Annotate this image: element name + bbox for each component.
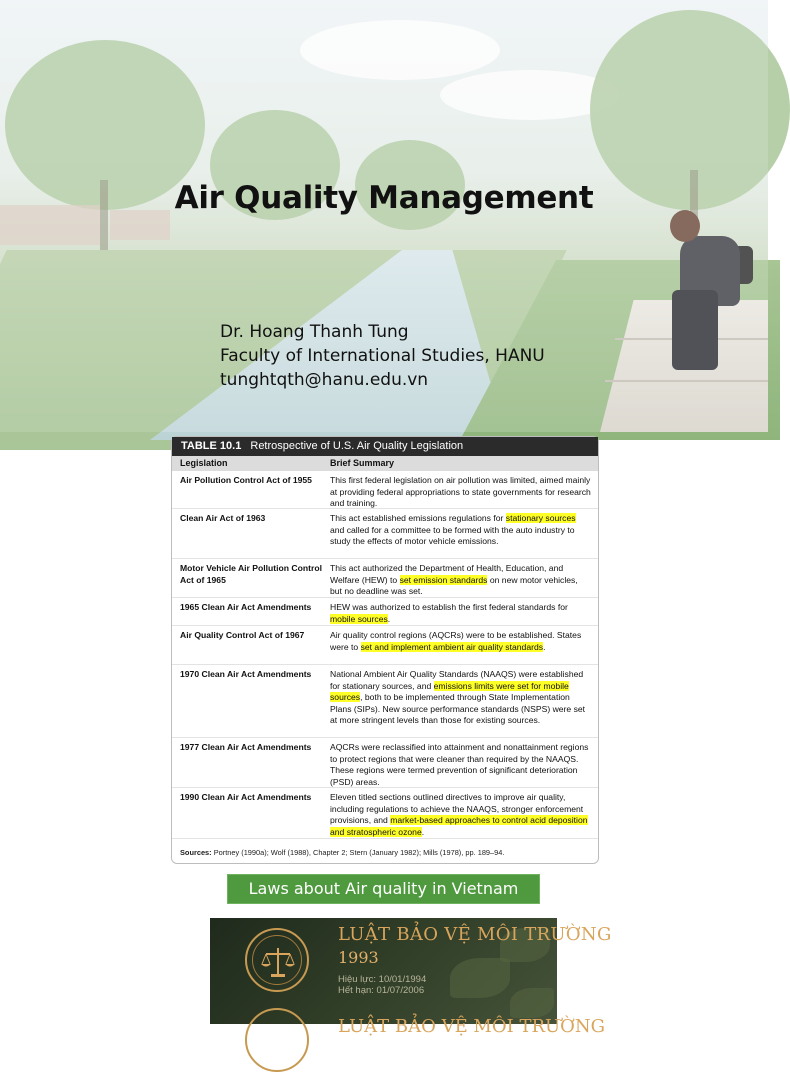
- column-header-summary: Brief Summary: [330, 458, 395, 468]
- table-caption: Retrospective of U.S. Air Quality Legislation: [250, 440, 464, 452]
- laws-banner: Laws about Air quality in Vietnam: [227, 874, 540, 904]
- table-row: [172, 788, 598, 839]
- author-name: Dr. Hoang Thanh Tung: [220, 322, 409, 342]
- summary-cell: [330, 669, 592, 727]
- summary-text: National Ambient Air Quality Standards (NAAQS) were established for stationary sources, and: [330, 669, 584, 691]
- table-row: [172, 598, 598, 626]
- table-header: [172, 437, 598, 456]
- highlighted-text: set emission standards: [399, 574, 488, 585]
- table-number: TABLE 10.1: [181, 440, 242, 452]
- summary-cell: [330, 513, 592, 548]
- legislation-cell: 1965 Clean Air Act Amendments: [180, 602, 312, 612]
- table-row: [172, 665, 598, 738]
- legislation-table: [171, 436, 599, 864]
- summary-text: This first federal legislation on air pollution was limited, aimed mainly at providing federal appropriations to state governments for research and training.: [330, 475, 591, 509]
- law-title-next: LUẬT BẢO VỆ MÔI TRƯỜNG: [338, 1016, 606, 1037]
- summary-text: This act established emissions regulations for: [330, 513, 506, 523]
- column-headers: [172, 456, 598, 471]
- legislation-cell: Motor Vehicle Air Pollution Control Act of 1965: [180, 563, 322, 585]
- leaf-shape: [450, 958, 510, 998]
- legislation-cell: Air Pollution Control Act of 1955: [180, 475, 312, 485]
- summary-cell: [330, 630, 592, 653]
- summary-text: .: [543, 641, 546, 652]
- legislation-cell: Air Quality Control Act of 1967: [180, 630, 305, 640]
- highlighted-text: emissions limits were set for mobile sources: [330, 680, 569, 703]
- law-effective-date: Hiệu lực: 10/01/1994: [338, 974, 427, 985]
- summary-text: .: [421, 826, 425, 837]
- table-row: [172, 509, 598, 559]
- legislation-cell: 1990 Clean Air Act Amendments: [180, 792, 312, 802]
- table-row: [172, 559, 598, 598]
- table-row: [172, 738, 598, 788]
- table-row: [172, 471, 598, 509]
- law-cover-image: [210, 918, 612, 1037]
- law-year: 1993: [338, 948, 379, 967]
- summary-text: Eleven titled sections outlined directives to improve air quality, including regulations to achieve the NAAQS, stronger enforcement provisions, and: [330, 792, 584, 826]
- leaf-shape: [510, 988, 554, 1018]
- summary-text: Air quality control regions (AQCRs) were to be established. States were to: [330, 630, 582, 652]
- summary-text: AQCRs were reclassified into attainment and nonattainment regions to protect regions that were cleaner than required by the NAAQS. These regions were termed prevention of significant deterioration (PSD) areas.: [330, 742, 589, 787]
- scales-of-justice-icon: [258, 942, 298, 982]
- highlighted-text: stationary sources: [505, 513, 576, 523]
- summary-cell: [330, 475, 592, 510]
- title-slide: [0, 0, 768, 432]
- summary-text: This act authorized the Department of Health, Education, and Welfare (HEW) to: [330, 563, 564, 585]
- table-row: [172, 626, 598, 665]
- summary-cell: [330, 742, 592, 788]
- sources-label: Sources:: [180, 848, 212, 857]
- highlighted-text: set and implement ambient air quality standards: [360, 641, 544, 652]
- summary-text: .: [387, 613, 391, 624]
- summary-text: on new motor vehicles, but no deadline was set.: [330, 574, 578, 597]
- table-sources: [180, 848, 504, 857]
- summary-cell: [330, 563, 592, 598]
- summary-text: and called for a committee to be formed with the auto industry to study the effects of motor vehicle emissions.: [330, 524, 575, 547]
- law-expiry-date: Hết hạn: 01/07/2006: [338, 985, 425, 996]
- legislation-cell: 1977 Clean Air Act Amendments: [180, 742, 312, 752]
- author-email: tunghtqth@hanu.edu.vn: [220, 370, 429, 390]
- column-header-legislation: Legislation: [180, 458, 228, 468]
- summary-text: , both to be implemented through State Implementation Plans (SIPs). New source performance standards (NSPS) were set at more stringent levels than those for existing sources.: [330, 692, 586, 726]
- legislation-cell: 1970 Clean Air Act Amendments: [180, 669, 312, 679]
- slide-title: Air Quality Management: [174, 180, 594, 216]
- emblem-ring: [245, 1008, 309, 1072]
- summary-text: HEW was authorized to establish the first federal standards for: [330, 602, 568, 612]
- highlighted-text: mobile sources: [330, 613, 388, 624]
- author-affiliation: Faculty of International Studies, HANU: [220, 346, 545, 366]
- legislation-cell: Clean Air Act of 1963: [180, 513, 266, 523]
- author-block: [220, 320, 545, 392]
- summary-cell: [330, 792, 592, 838]
- highlighted-text: market-based approaches to control acid deposition and stratospheric ozone: [330, 815, 588, 837]
- sources-text: Portney (1990a); Wolf (1988), Chapter 2; Stern (January 1982); Mills (1978), pp. 189–94.: [213, 848, 505, 857]
- law-title: LUẬT BẢO VỆ MÔI TRƯỜNG: [338, 924, 612, 945]
- summary-cell: [330, 602, 592, 625]
